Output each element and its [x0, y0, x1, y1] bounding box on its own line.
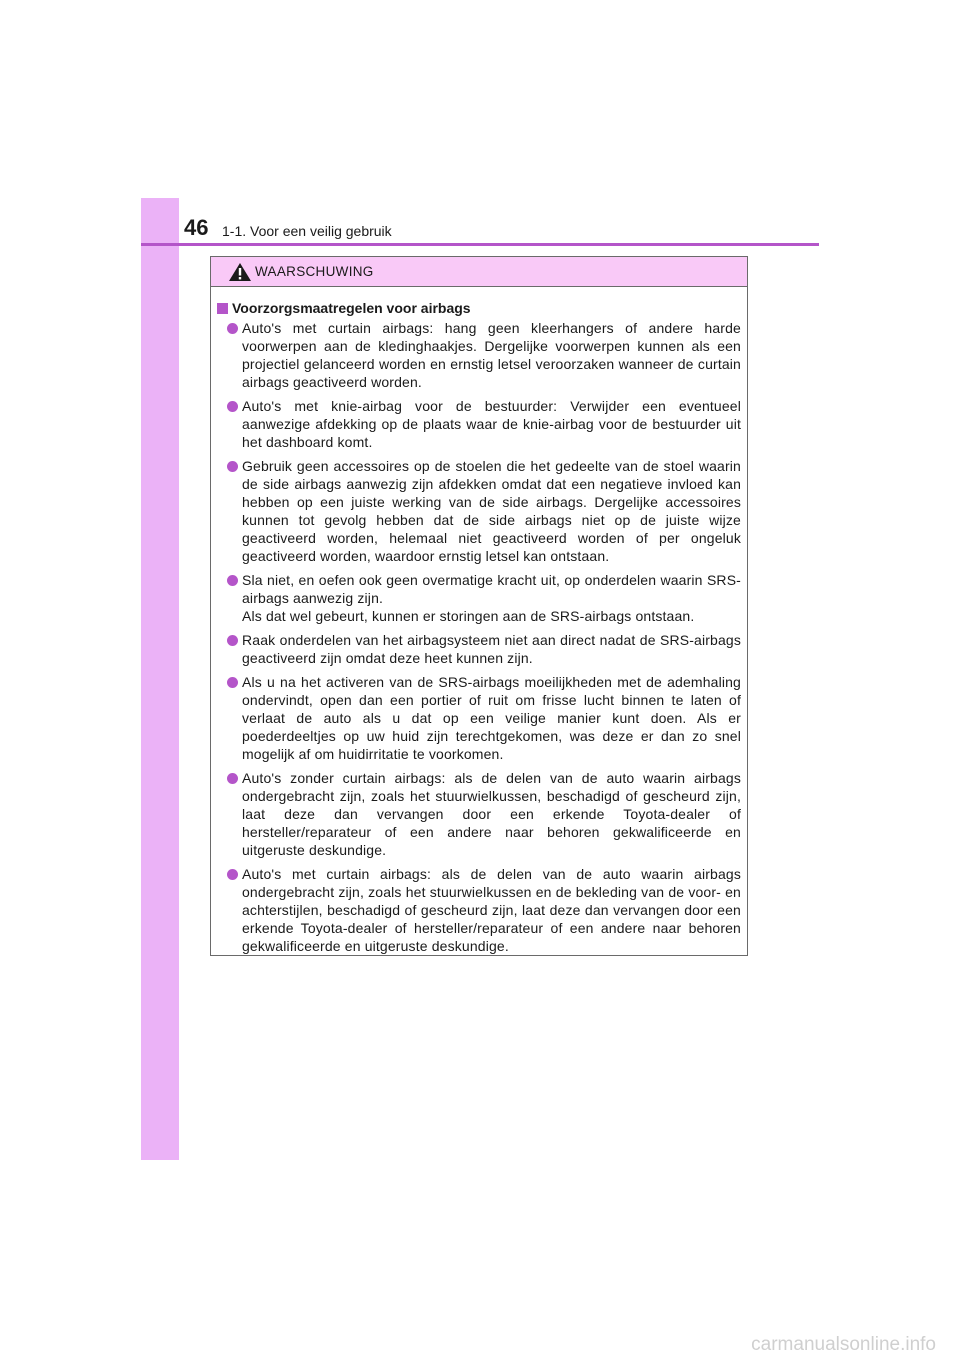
circle-bullet-icon: [227, 575, 238, 586]
square-bullet-icon: [217, 303, 228, 314]
circle-bullet-icon: [227, 323, 238, 334]
bullet-text: Auto's met knie-airbag voor de bestuurder: Verwijder een eventueel aanwezige afdekking op de plaats waar de knie-airbag voor de bestuurder uit het dashboard komt.: [242, 398, 741, 450]
warning-header: [211, 257, 747, 287]
bullet-item: [217, 769, 741, 859]
bullet-text: Als dat wel gebeurt, kunnen er storingen aan de SRS-airbags ontstaan.: [242, 608, 695, 624]
header-rule: [141, 243, 819, 246]
bullet-text: Als u na het activeren van de SRS-airbags moeilijkheden met de ademhaling ondervindt, open dan een portier of ruit om frisse lucht binnen te laten of verlaat de auto als u dat op een veilige manier kunt doen. Als er poederdeeltjes op uw huid zijn terechtgekomen, was deze er dan zo snel mogelijk af om huidirritatie te voorkomen.: [242, 674, 741, 762]
circle-bullet-icon: [227, 401, 238, 412]
bullet-text: Auto's met curtain airbags: als de delen van de auto waarin airbags ondergebracht zijn, zoals het stuurwielkussen en de bekleding van de voor- en achterstijlen, beschadigd of gescheurd zijn, laat deze dan vervangen door een erkende Toyota-dealer of hersteller/reparateur of een andere naar behoren gekwalificeerde en uitgeruste deskundige.: [242, 866, 741, 954]
bullet-item: [217, 457, 741, 565]
bullet-text: Auto's met curtain airbags: hang geen kleerhangers of andere harde voorwerpen aan de kledinghaakjes. Dergelijke voorwerpen kunnen als een projectiel gelanceerd worden en ernstig letsel veroorzaken wanneer de curtain airbags geactiveerd worden.: [242, 320, 741, 390]
warning-body: [211, 287, 747, 955]
bullet-item: [217, 631, 741, 667]
bullet-text: Gebruik geen accessoires op de stoelen die het gedeelte van de stoel waarin de side airbags aanwezig zijn afdekken omdat dat een negatieve invloed kan hebben op een juiste werking van de side airbags. Dergelijke accessoires kunnen tot gevolg hebben dat de side airbags niet op de juiste wijze geactiveerd worden, helemaal niet geactiveerd worden of per ongeluk geactiveerd worden, waardoor ernstig letsel kan ontstaan.: [242, 458, 741, 564]
bullet-text: Auto's zonder curtain airbags: als de delen van de auto waarin airbags ondergebracht zijn, zoals het stuurwielkussen, beschadigd of gescheurd zijn, laat deze dan vervangen door een erkende Toyota-dealer of hersteller/reparateur of een andere naar behoren gekwalificeerde en uitgeruste deskundige.: [242, 770, 741, 858]
bullet-item: [217, 673, 741, 763]
warning-label: WAARSCHUWING: [255, 264, 374, 279]
warning-triangle-icon: [228, 262, 252, 282]
bullet-item: [217, 865, 741, 955]
watermark: carmanualsonline.info: [751, 1334, 936, 1355]
bullet-item: [217, 571, 741, 625]
circle-bullet-icon: [227, 677, 238, 688]
bullet-text: Raak onderdelen van het airbagsysteem niet aan direct nadat de SRS-airbags geactiveerd zijn omdat deze heet kunnen zijn.: [242, 632, 741, 666]
bullet-text: Sla niet, en oefen ook geen overmatige kracht uit, op onderdelen waarin SRS-airbags aanwezig zijn.: [242, 572, 741, 606]
section-heading: [217, 299, 741, 317]
circle-bullet-icon: [227, 635, 238, 646]
circle-bullet-icon: [227, 869, 238, 880]
side-tab-band: [141, 198, 179, 1160]
section-title: 1-1. Voor een veilig gebruik: [222, 223, 392, 239]
circle-bullet-icon: [227, 773, 238, 784]
warning-box: [210, 256, 748, 956]
bullet-item: [217, 319, 741, 391]
bullet-item: [217, 397, 741, 451]
circle-bullet-icon: [227, 461, 238, 472]
section-heading-text: Voorzorgsmaatregelen voor airbags: [232, 300, 471, 316]
warning-bullet-list: [217, 319, 741, 955]
page-number: 46: [184, 215, 209, 240]
